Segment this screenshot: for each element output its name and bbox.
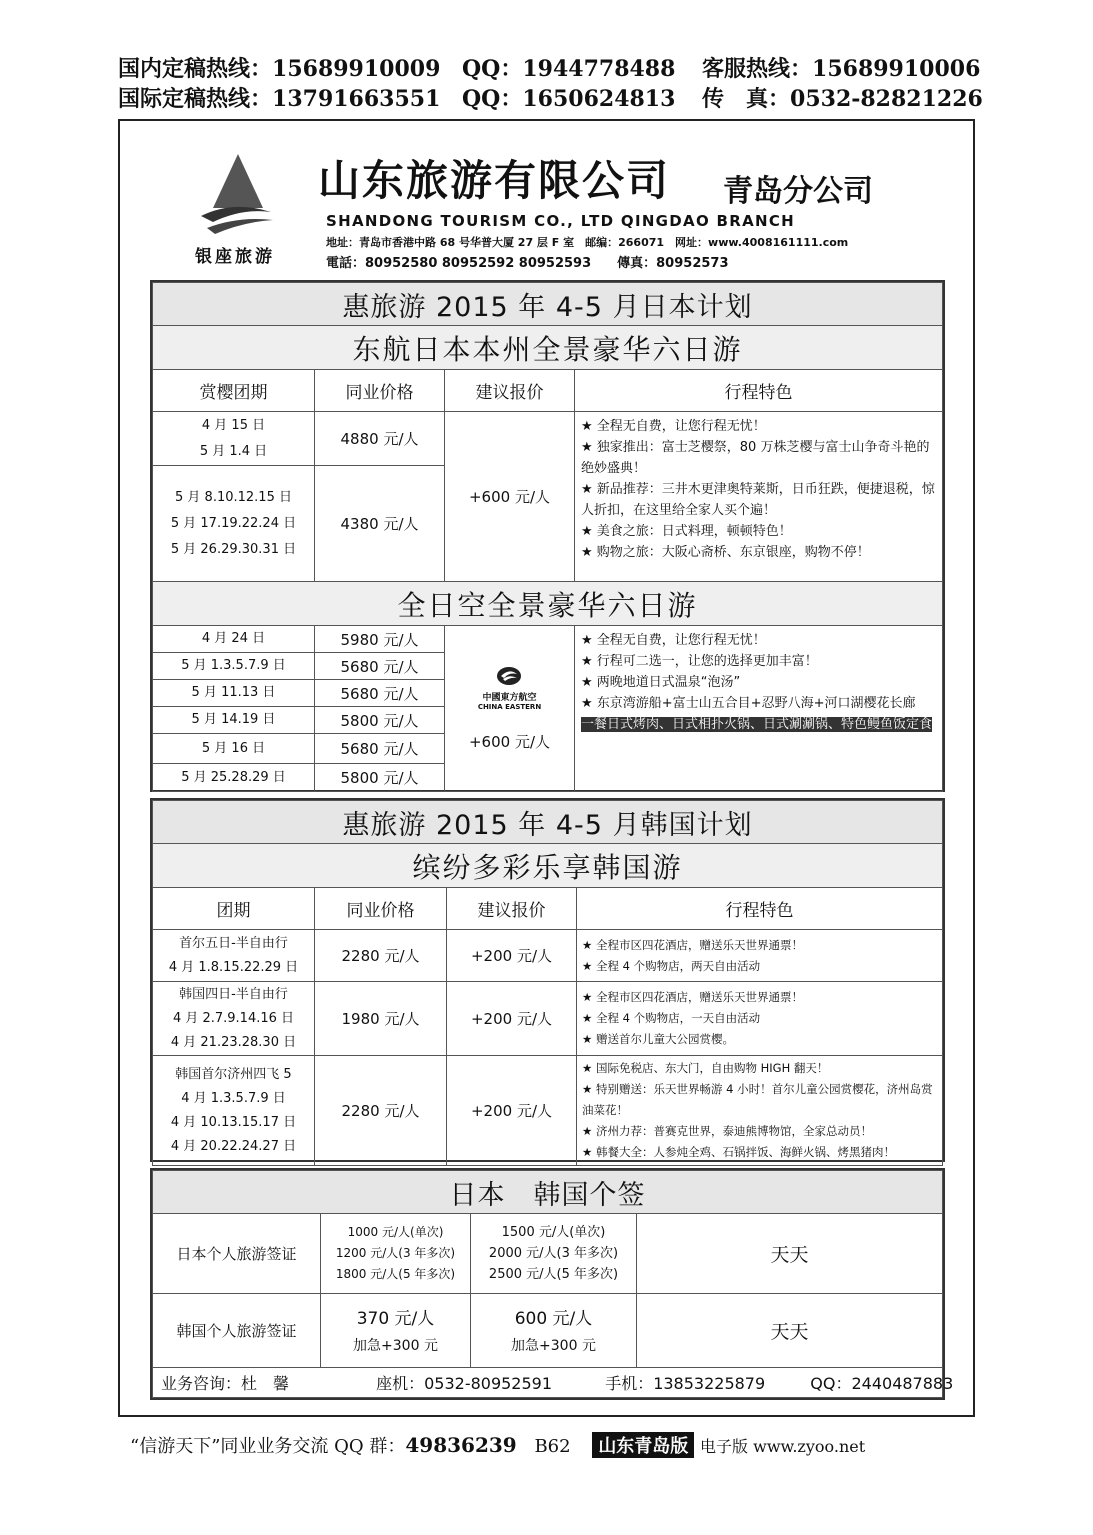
- footer-qq-group: 49836239: [405, 1433, 517, 1457]
- korea-price: 1980 元/人: [315, 982, 447, 1056]
- visa-name: 日本个人旅游签证: [153, 1214, 321, 1294]
- tour2-price: 5680 元/人: [315, 653, 445, 680]
- tour2-name: 全日空全景豪华六日游: [153, 582, 943, 626]
- feature-item: ★ 东京湾游船+富士山五合目+忍野八海+河口湖樱花长廊: [581, 696, 916, 711]
- company-name: 山东旅游有限公司: [318, 156, 671, 205]
- footer-page: B62: [534, 1436, 571, 1457]
- korea-suggest: +200 元/人: [447, 1056, 577, 1166]
- qq-1: QQ：1944778488: [462, 56, 676, 82]
- contact-landline: 座机：0532-80952591: [376, 1374, 553, 1393]
- visa-price-col1: 370 元/人 加急+300 元: [321, 1294, 471, 1368]
- footer-slogan: “信游天下”同业业务交流 QQ 群：: [130, 1436, 406, 1457]
- tour1-features: [575, 412, 943, 582]
- header-features: 行程特色: [575, 370, 943, 412]
- feature-item: ★ 全程无自费，让您行程无忧！: [581, 633, 766, 648]
- feature-item: ★ 新品推荐：三井木更津奥特莱斯，日币狂跌，便捷退税，惊人折扣，在这里给全家人买个遍！: [581, 482, 935, 518]
- feature-item: ★ 美食之旅：日式料理，顿顿特色！: [581, 524, 792, 539]
- korea-dates: 韩国首尔济州四飞 5 4 月 1.3.5.7.9 日 4 月 10.13.15.17 日 4 月 20.22.24.27 日: [153, 1056, 315, 1166]
- header-suggest: 建议报价: [447, 888, 577, 930]
- tour1-price-2: 4380 元/人: [315, 466, 445, 582]
- korea-features: ★ 全程市区四花酒店，赠送乐天世界通票！ ★ 全程 4 个购物店，一天自由活动 ★ 赠送首尔儿童大公园赏樱。: [577, 982, 943, 1056]
- tour2-price: 5980 元/人: [315, 626, 445, 653]
- intl-hotline: 国际定稿热线：13791663551: [118, 86, 441, 112]
- korea-dates: 韩国四日-半自由行 4 月 2.7.9.14.16 日 4 月 21.23.28.30 日: [153, 982, 315, 1056]
- service-hotline: 客服热线：15689910006: [702, 56, 981, 82]
- visa-price-col2: 600 元/人 加急+300 元: [471, 1294, 637, 1368]
- tour2-date: 5 月 14.19 日: [153, 707, 315, 734]
- visa-section: [150, 1168, 954, 1400]
- tour2-date: 5 月 1.3.5.7.9 日: [153, 653, 315, 680]
- company-name-en: SHANDONG TOURISM CO., LTD QINGDAO BRANCH: [326, 212, 796, 230]
- fax: 传 真：0532-82821226: [702, 86, 983, 112]
- korea-suggest: +200 元/人: [447, 982, 577, 1056]
- tour2-price: 5680 元/人: [315, 680, 445, 707]
- visa-title: 日本 韩国个签: [153, 1171, 943, 1214]
- company-logo: [193, 150, 283, 270]
- feature-item: ★ 两晚地道日式温泉“泡汤”: [581, 675, 741, 690]
- tour2-date: 5 月 25.28.29 日: [153, 764, 315, 792]
- tour1-dates-2: 5 月 8.10.12.15 日 5 月 17.19.22.24 日 5 月 26.29.30.31 日: [153, 466, 315, 582]
- visa-price-col2: 1500 元/人(单次) 2000 元/人(3 年多次) 2500 元/人(5 年多次): [471, 1214, 637, 1294]
- tour2-date: 5 月 16 日: [153, 734, 315, 764]
- korea-features: ★ 国际免税店、东大门，自由购物 HIGH 翻天！ ★ 特别赠送：乐天世界畅游 4 小时！首尔儿童公园赏樱花，济州岛赏油菜花！ ★ 济州力荐：普赛克世界，泰迪熊博物馆，全家总动员！ ★ 韩餐大全：人参炖全鸡、石锅拌饭、海鲜火锅、烤黑猪肉！: [577, 1056, 943, 1166]
- logo-text: 银座旅游: [195, 247, 275, 267]
- visa-frequency: 天天: [637, 1214, 943, 1294]
- tour2-date: 4 月 24 日: [153, 626, 315, 653]
- feature-item: ★ 行程可二选一，让您的选择更加丰富！: [581, 654, 818, 669]
- japan-section: [150, 280, 945, 792]
- feature-item: ★ 全程无自费，让您行程无忧！: [581, 419, 766, 434]
- header-suggest: 建议报价: [445, 370, 575, 412]
- tour1-price-1: 4880 元/人: [315, 412, 445, 466]
- korea-price: 2280 元/人: [315, 1056, 447, 1166]
- header-dates: 赏樱团期: [153, 370, 315, 412]
- feature-highlight: 一餐日式烤肉、日式相扑火锅、日式涮涮锅、特色鳗鱼饭定食: [581, 717, 933, 732]
- visa-frequency: 天天: [637, 1294, 943, 1368]
- visa-price-col1: 1000 元/人(单次) 1200 元/人(3 年多次) 1800 元/人(5 年多次): [321, 1214, 471, 1294]
- korea-section: [150, 798, 945, 1162]
- china-eastern-icon: [496, 666, 522, 686]
- feature-item: ★ 独家推出：富士芝樱祭，80 万株芝樱与富士山争奇斗艳的绝妙盛典！: [581, 440, 930, 476]
- feature-item: ★ 购物之旅：大阪心斋桥、东京银座，购物不停！: [581, 545, 870, 560]
- branch-name: 青岛分公司: [723, 174, 873, 209]
- tour2-price: 5800 元/人: [315, 764, 445, 792]
- korea-tour-name: 缤纷多彩乐享韩国游: [153, 844, 943, 888]
- qq-2: QQ：1650624813: [462, 86, 676, 112]
- korea-suggest: +200 元/人: [447, 930, 577, 982]
- tour2-price: 5680 元/人: [315, 734, 445, 764]
- footer: [130, 1432, 865, 1458]
- tour2-price: 5800 元/人: [315, 707, 445, 734]
- header-features: 行程特色: [577, 888, 943, 930]
- tour1-dates-1: 4 月 15 日 5 月 1.4 日: [153, 412, 315, 466]
- domestic-hotline: 国内定稿热线：15689910009: [118, 56, 441, 82]
- korea-features: ★ 全程市区四花酒店，赠送乐天世界通票！ ★ 全程 4 个购物店，两天自由活动: [577, 930, 943, 982]
- header-price: 同业价格: [315, 370, 445, 412]
- visa-name: 韩国个人旅游签证: [153, 1294, 321, 1368]
- mountain-logo-icon: [193, 150, 283, 240]
- china-eastern-logo: 中國東方航空 CHINA EASTERN: [478, 666, 541, 711]
- tour2-suggest: +600 元/人: [468, 732, 551, 751]
- tour1-suggest: +600 元/人: [445, 412, 575, 582]
- company-address: 地址：青岛市香港中路 68 号华普大厦 27 层 F 室 邮编：266071 网址：www.4008161111.com: [326, 236, 849, 249]
- japan-plan-title: 惠旅游 2015 年 4-5 月日本计划: [153, 283, 943, 326]
- contact-row: [153, 1368, 954, 1398]
- tour2-features: [575, 626, 943, 792]
- company-phone: 電話：80952580 80952592 80952593 傳真：80952573: [326, 256, 729, 271]
- korea-price: 2280 元/人: [315, 930, 447, 982]
- contact-mobile: 手机：13853225879: [605, 1374, 766, 1393]
- footer-edition: 山东青岛版: [592, 1432, 694, 1458]
- contact-qq: QQ：2440487883: [810, 1374, 954, 1393]
- header-price: 同业价格: [315, 888, 447, 930]
- contact-person: 业务咨询：杜 馨: [161, 1374, 290, 1393]
- header-dates: 团期: [153, 888, 315, 930]
- tour2-date: 5 月 11.13 日: [153, 680, 315, 707]
- footer-site: 电子版 www.zyoo.net: [700, 1437, 866, 1456]
- tour2-suggest-cell: [445, 626, 575, 792]
- korea-dates: 首尔五日-半自由行 4 月 1.8.15.22.29 日: [153, 930, 315, 982]
- korea-plan-title: 惠旅游 2015 年 4-5 月韩国计划: [153, 801, 943, 844]
- tour1-name: 东航日本本州全景豪华六日游: [153, 326, 943, 370]
